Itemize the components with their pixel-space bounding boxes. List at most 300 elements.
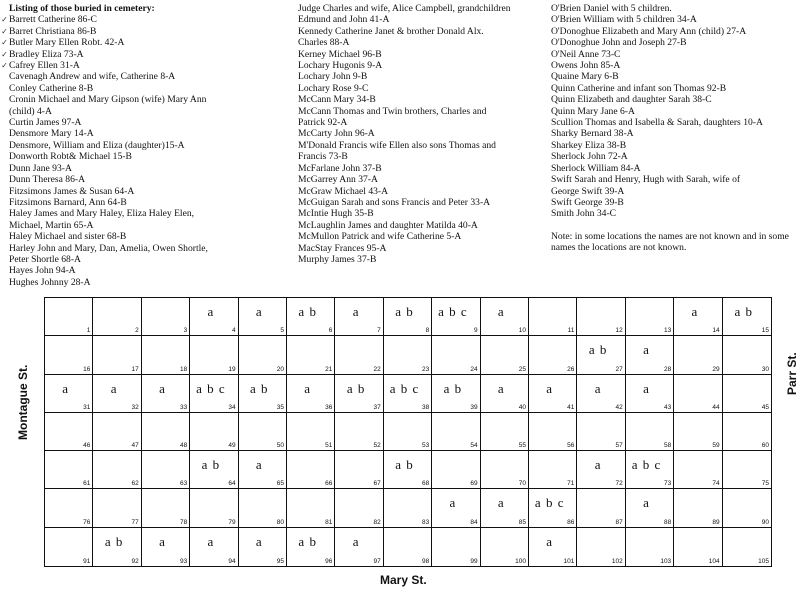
plot-number: 90 (761, 518, 769, 526)
plot-letters: a b c (631, 457, 662, 473)
plot-number: 70 (518, 480, 526, 488)
plot-cell (577, 528, 625, 566)
burial-entry: Judge Charles and wife, Alice Campbell, grandchildren (298, 3, 511, 14)
plot-number: 41 (567, 403, 575, 411)
plot-number: 37 (373, 403, 381, 411)
plot-letters: a (497, 380, 505, 396)
plot-letters: a (207, 304, 215, 319)
plot-letters: a (110, 380, 118, 396)
plot-number: 69 (470, 480, 478, 488)
plot-cell (674, 528, 722, 566)
burial-entry: Curtin James 97-A (9, 117, 82, 129)
plot-number: 86 (567, 518, 575, 526)
burial-entry: Quinn Catherine and infant son Thomas 92-B (551, 82, 727, 94)
burial-entry: Swift Sarah and Henry, Hugh with Sarah, wife of (551, 174, 741, 186)
burial-entry: O'Donoghue John and Joseph 27-B (551, 37, 687, 49)
plot-number: 42 (615, 403, 623, 411)
plot-number: 59 (712, 442, 720, 450)
plot-letters: a (449, 495, 457, 511)
plot-cell (481, 451, 529, 489)
burial-entry: O'Brien William with 5 children 34-A (551, 14, 697, 26)
check-mark-icon: ✓ (1, 38, 8, 48)
plot-number: 94 (228, 557, 236, 565)
plot-number: 89 (712, 518, 720, 526)
plot-number: 100 (515, 557, 526, 565)
plot-number: 85 (518, 518, 526, 526)
plot-cell (287, 451, 335, 489)
plot-cell (674, 298, 722, 336)
plot-cell (142, 528, 190, 566)
plot-letters: a b (395, 457, 414, 473)
plot-cell (481, 528, 529, 566)
plot-cell (674, 489, 722, 527)
burial-entry: Sharkey Eliza 38-B (551, 139, 627, 151)
plot-cell (432, 413, 480, 451)
burial-entry: Kennedy Catherine Janet & brother Donald Alx. (298, 25, 484, 37)
plot-cell (93, 528, 141, 566)
plot-letters: a (497, 495, 505, 511)
burial-entry: Densmore, William and Eliza (daughter)15-A (9, 139, 185, 151)
check-mark-icon: ✓ (1, 49, 8, 59)
plot-number: 6 (328, 327, 333, 335)
burial-entry: Quinn Elizabeth and daughter Sarah 38-C (551, 94, 712, 106)
plot-cell (239, 528, 287, 566)
plot-cell (239, 336, 287, 374)
plot-number: 81 (325, 518, 333, 526)
plot-number: 78 (179, 518, 188, 526)
plot-cell (481, 336, 529, 374)
burial-entry: Quaine Mary 6-B (551, 71, 619, 83)
plot-cell (577, 375, 625, 413)
plot-cell (674, 336, 722, 374)
plot-cell (626, 413, 674, 451)
plot-number: 46 (83, 442, 91, 450)
plot-cell (577, 489, 625, 527)
plot-number: 3 (183, 327, 188, 335)
plot-letters: a (255, 457, 263, 473)
plot-number: 80 (276, 518, 284, 526)
burial-list-items (551, 3, 799, 220)
plot-cell (287, 298, 335, 336)
plot-letters: a b (346, 380, 366, 396)
burial-entry: Edmund and John 41-A (298, 14, 390, 26)
plot-cell (481, 413, 529, 451)
plot-number: 65 (276, 480, 284, 488)
plot-number: 87 (615, 518, 623, 526)
plot-cell (529, 336, 577, 374)
burial-entry: O'Neil Anne 73-C (551, 48, 621, 60)
burial-entry: McLaughlin James and daughter Matilda 40-A (298, 219, 478, 231)
plot-cell (626, 336, 674, 374)
plot-cell (626, 298, 674, 336)
plot-cell (190, 298, 238, 336)
burial-entry: McCann Mary 34-B (298, 94, 376, 106)
burial-entry: Sherlock William 84-A (551, 162, 641, 174)
plot-letters: a (255, 304, 263, 319)
burial-entry: McMullon Patrick and wife Catherine 5-A (298, 231, 462, 243)
plot-cell (190, 489, 238, 527)
plot-number: 77 (131, 518, 139, 526)
plot-cell (287, 413, 335, 451)
plot-cell (626, 489, 674, 527)
burial-entry: (child) 4-A (9, 105, 52, 117)
burial-list-items (298, 3, 528, 265)
burial-entry: Francis 73-B (298, 151, 348, 163)
plot-number: 2 (135, 327, 139, 335)
plot-cell (239, 375, 287, 413)
burial-entry: Conley Catherine 8-B (9, 82, 94, 94)
plot-number: 74 (712, 480, 720, 488)
plot-number: 57 (615, 442, 623, 450)
plot-number: 79 (228, 518, 236, 526)
plot-number: 43 (663, 403, 672, 411)
plot-number: 95 (276, 557, 284, 565)
plot-number: 91 (83, 557, 91, 565)
burial-entry: ✓Butler Mary Ellen Robt. 42-A (1, 37, 125, 49)
burial-entry: Scullion Thomas and Isabella & Sarah, daughters 10-A (551, 117, 763, 129)
burial-entry: Hayes John 94-A (9, 265, 76, 277)
plot-cell (577, 336, 625, 374)
street-label-bottom: Mary St. (380, 573, 427, 587)
plot-cell (626, 375, 674, 413)
plot-number: 93 (179, 557, 188, 565)
plot-number: 62 (131, 480, 139, 488)
burial-list-column-2 (298, 3, 528, 265)
plot-number: 47 (131, 442, 139, 450)
plot-number: 83 (421, 518, 430, 526)
plot-cell (190, 451, 238, 489)
plot-number: 104 (708, 557, 720, 565)
plot-letters: a (352, 533, 360, 549)
plot-number: 33 (179, 403, 188, 411)
plot-number: 15 (761, 327, 769, 335)
plot-cell (384, 298, 432, 336)
plot-number: 32 (131, 403, 139, 411)
plot-cell (723, 528, 771, 566)
plot-cell (93, 375, 141, 413)
plot-number: 99 (470, 557, 478, 565)
plot-number: 11 (567, 327, 575, 335)
burial-entry: Dunn Jane 93-A (9, 162, 72, 174)
plot-number: 35 (276, 403, 284, 411)
plot-number: 9 (473, 327, 478, 335)
burial-entry: Hughes Johnny 28-A (9, 276, 91, 288)
plot-cell (45, 451, 93, 489)
check-mark-icon: ✓ (1, 15, 8, 25)
plot-number: 14 (712, 327, 720, 335)
burial-list-items (1, 14, 287, 288)
plot-cell (384, 528, 432, 566)
plot-letters: a b (250, 380, 269, 396)
plot-number: 31 (83, 403, 91, 411)
plot-cell (142, 451, 190, 489)
plot-cell (432, 298, 480, 336)
plot-cell (432, 336, 480, 374)
plot-number: 27 (615, 365, 623, 373)
plot-letters: a (304, 380, 312, 396)
plot-number: 66 (325, 480, 333, 488)
plot-number: 55 (518, 442, 526, 450)
plot-cell (626, 451, 674, 489)
plot-cell (529, 375, 577, 413)
plot-cell (45, 336, 93, 374)
burial-entry: Dunn Theresa 86-A (9, 174, 86, 186)
burial-entry: Haley James and Mary Haley, Eliza Haley Elen, (9, 208, 195, 220)
plot-number: 20 (276, 365, 284, 373)
plot-number: 49 (228, 442, 236, 450)
burial-entry: M'Donald Francis wife Ellen also sons Thomas and (298, 139, 496, 151)
burial-entry: Sharky Bernard 38-A (551, 128, 634, 140)
burial-entry: Swift George 39-B (551, 196, 624, 208)
burial-entry: Cavenagh Andrew and wife, Catherine 8-A (9, 71, 176, 83)
plot-letters: a (643, 495, 650, 511)
plot-cell (93, 413, 141, 451)
plot-cell (723, 489, 771, 527)
plot-cell (723, 336, 771, 374)
plot-number: 53 (421, 442, 430, 450)
plot-letters: a (352, 304, 360, 319)
plot-cell (674, 413, 722, 451)
burial-entry: Haley Michael and sister 68-B (9, 231, 127, 243)
list-heading: Listing of those buried in cemetery: (9, 3, 155, 14)
burial-entry: McIntie Hugh 35-B (298, 208, 374, 220)
plot-cell (142, 336, 190, 374)
burial-entry: Harley John and Mary, Dan, Amelia, Owen Shortle, (9, 242, 208, 254)
plot-cell (45, 528, 93, 566)
plot-cell (45, 375, 93, 413)
plot-number: 13 (663, 327, 672, 335)
burial-list-column-3 (551, 3, 799, 254)
plot-number: 19 (228, 365, 236, 373)
plot-cell (190, 375, 238, 413)
street-label-left: Montague St. (16, 364, 30, 440)
burial-entry: Owens John 85-A (551, 60, 621, 72)
plot-number: 82 (373, 518, 381, 526)
burial-entry: McCarty John 96-A (298, 128, 375, 140)
plot-cell (723, 451, 771, 489)
plot-number: 45 (761, 403, 769, 411)
plot-number: 98 (421, 557, 430, 565)
burial-entry: Densmore Mary 14-A (9, 128, 94, 140)
plot-number: 17 (131, 365, 139, 373)
plot-letters: a b (734, 304, 754, 319)
plot-letters: a b c (438, 304, 468, 319)
plot-cell (384, 413, 432, 451)
plot-letters: a b c (534, 495, 565, 511)
burial-entry: ✓Cafrey Ellen 31-A (1, 60, 80, 72)
plot-letters: a (62, 380, 70, 396)
plot-letters: a (643, 380, 650, 396)
burial-entry: Fitzsimons Barnard, Ann 64-B (9, 196, 127, 208)
plot-number: 92 (131, 557, 139, 565)
burial-list-column-1 (1, 3, 287, 288)
plot-number: 71 (567, 480, 575, 488)
plot-letters: a (159, 380, 166, 396)
burial-entry: Sherlock John 72-A (551, 151, 628, 163)
plot-cell (674, 451, 722, 489)
plot-cell (481, 489, 529, 527)
plot-letters: a b c (196, 380, 226, 396)
plot-cell (384, 336, 432, 374)
plot-number: 103 (660, 557, 672, 565)
plot-cell (335, 375, 383, 413)
plot-letters: a b (201, 457, 221, 473)
street-label-right: Parr St. (785, 352, 799, 395)
plot-number: 39 (470, 403, 478, 411)
plot-number: 48 (179, 442, 188, 450)
burial-entry: Patrick 92-A (298, 117, 348, 129)
plot-cell (142, 375, 190, 413)
plot-number: 84 (470, 518, 478, 526)
plot-letters: a (207, 533, 215, 549)
plot-cell (384, 375, 432, 413)
plot-number: 21 (325, 365, 333, 373)
location-note: Note: in some locations the names are not known and in some names the locations are not known. (551, 230, 789, 254)
plot-number: 30 (761, 365, 769, 373)
plot-cell (481, 298, 529, 336)
plot-cell (432, 451, 480, 489)
plot-cell (481, 375, 529, 413)
plot-cell (529, 298, 577, 336)
plot-number: 102 (611, 557, 623, 565)
plot-cell (577, 298, 625, 336)
plot-number: 58 (663, 442, 672, 450)
burial-entry: Cronin Michael and Mary Gipson (wife) Mary Ann (9, 94, 207, 106)
plot-letters: a (594, 457, 602, 473)
plot-cell (529, 528, 577, 566)
burial-entry: Lochary Rose 9-C (298, 82, 369, 94)
check-mark-icon: ✓ (1, 26, 8, 36)
burial-entry: ✓Barret Christiana 86-B (1, 25, 97, 37)
plot-cell (190, 336, 238, 374)
burial-entry: Murphy James 37-B (298, 253, 377, 265)
plot-number: 36 (325, 403, 333, 411)
plot-cell (529, 451, 577, 489)
burial-entry: George Swift 39-A (551, 185, 625, 197)
plot-letters: a (497, 304, 505, 319)
plot-number: 56 (567, 442, 575, 450)
plot-cell (45, 298, 93, 336)
plot-number: 44 (712, 403, 720, 411)
cemetery-plot-grid (44, 297, 772, 567)
plot-letters: a (546, 533, 554, 549)
plot-number: 25 (518, 365, 526, 373)
plot-number: 26 (567, 365, 575, 373)
burial-entry: Smith John 34-C (551, 208, 617, 220)
plot-letters: a b (104, 533, 124, 549)
plot-cell (529, 413, 577, 451)
plot-cell (45, 489, 93, 527)
plot-cell (384, 451, 432, 489)
burial-entry: O'Donoghue Elizabeth and Mary Ann (child) 27-A (551, 25, 747, 37)
burial-entry: O'Brien Daniel with 5 children. (551, 3, 672, 14)
plot-number: 105 (758, 557, 769, 565)
plot-cell (335, 528, 383, 566)
plot-cell (674, 375, 722, 413)
plot-letters: a (643, 342, 650, 358)
plot-number: 101 (563, 557, 575, 565)
plot-cell (432, 375, 480, 413)
plot-cell (335, 489, 383, 527)
plot-number: 24 (470, 365, 478, 373)
plot-number: 97 (373, 557, 381, 565)
plot-letters: a b c (389, 380, 420, 396)
plot-number: 88 (663, 518, 672, 526)
plot-number: 5 (280, 327, 284, 335)
plot-number: 68 (421, 480, 430, 488)
burial-entry: Donworth Robt& Michael 15-B (9, 151, 132, 163)
plot-cell (335, 451, 383, 489)
plot-cell (239, 413, 287, 451)
plot-cell (287, 336, 335, 374)
plot-number: 73 (663, 480, 672, 488)
plot-number: 51 (325, 442, 333, 450)
plot-number: 75 (761, 480, 769, 488)
plot-cell (190, 528, 238, 566)
plot-cell (93, 451, 141, 489)
burial-entry: Quinn Mary Jane 6-A (551, 105, 635, 117)
plot-number: 76 (83, 518, 91, 526)
plot-cell (723, 413, 771, 451)
plot-cell (93, 336, 141, 374)
burial-entry: Charles 88-A (298, 37, 350, 49)
plot-number: 52 (373, 442, 381, 450)
plot-number: 4 (231, 327, 236, 335)
plot-number: 38 (421, 403, 430, 411)
plot-cell (577, 451, 625, 489)
plot-number: 7 (377, 327, 381, 335)
plot-letters: a b (298, 304, 317, 319)
plot-cell (239, 451, 287, 489)
plot-cell (287, 489, 335, 527)
burial-entry: McGuigan Sarah and sons Francis and Peter 33-A (298, 196, 491, 208)
burial-entry: Peter Shortle 68-A (9, 253, 81, 265)
plot-cell (287, 375, 335, 413)
plot-cell (723, 375, 771, 413)
burial-entry: Lochary John 9-B (298, 71, 368, 83)
burial-entry: McGraw Michael 43-A (298, 185, 389, 197)
plot-cell (93, 298, 141, 336)
plot-cell (432, 489, 480, 527)
plot-number: 12 (615, 327, 623, 335)
plot-cell (432, 528, 480, 566)
burial-entry: ✓Barrett Catherine 86-C (1, 14, 97, 26)
plot-number: 54 (470, 442, 478, 450)
burial-entry: Fitzsimons James & Susan 64-A (9, 185, 135, 197)
burial-entry: ✓Bradley Eliza 73-A (1, 48, 84, 60)
plot-letters: a (594, 380, 602, 396)
plot-number: 10 (518, 327, 526, 335)
plot-number: 64 (228, 480, 236, 488)
plot-number: 8 (425, 327, 430, 335)
plot-letters: a b (395, 304, 414, 319)
plot-cell (723, 298, 771, 336)
plot-cell (142, 489, 190, 527)
plot-letters: a b (588, 342, 608, 358)
plot-number: 29 (712, 365, 720, 373)
plot-cell (142, 298, 190, 336)
plot-number: 72 (615, 480, 623, 488)
check-mark-icon: ✓ (1, 61, 8, 71)
plot-number: 96 (325, 557, 333, 565)
plot-cell (93, 489, 141, 527)
plot-letters: a (255, 533, 263, 549)
plot-cell (384, 489, 432, 527)
plot-number: 23 (421, 365, 430, 373)
plot-letters: a (691, 304, 699, 319)
plot-number: 67 (373, 480, 381, 488)
burial-entry: Michael, Martin 65-A (9, 219, 94, 231)
